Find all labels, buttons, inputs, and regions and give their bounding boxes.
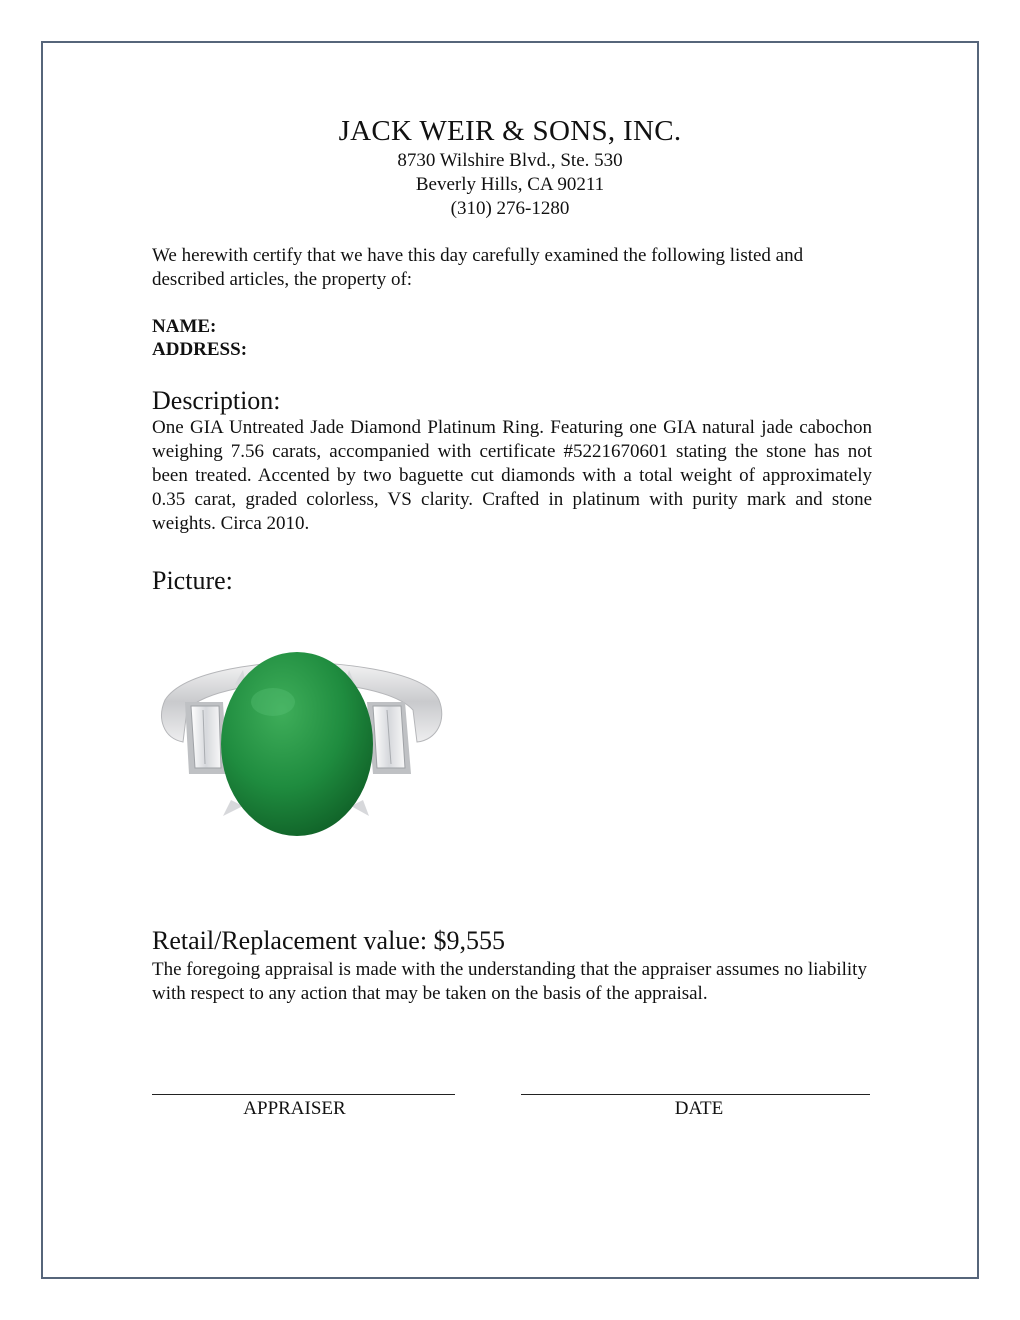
appraiser-signature-line[interactable] [152,1094,455,1095]
certification-statement: We herewith certify that we have this day carefully examined the following listed and described articles, the property of: [152,245,804,290]
disclaimer-text: The foregoing appraisal is made with the understanding that the appraiser assumes no liability with respect to any action that may be taken on the basis of the appraisal. [152,959,867,1004]
address-line-2: Beverly Hills, CA 90211 [415,174,605,195]
value-heading: Retail/Replacement value: $9,555 [152,926,506,955]
picture-heading: Picture: [152,566,233,595]
date-signature-line[interactable] [521,1094,870,1095]
date-label: DATE [674,1098,724,1119]
description-heading: Description: [152,386,281,415]
address-label: ADDRESS: [152,339,248,360]
jade-diamond-ring-image [155,640,447,840]
phone-number: (310) 276-1280 [450,198,570,219]
address-line-1: 8730 Wilshire Blvd., Ste. 530 [397,150,623,171]
name-label: NAME: [152,316,217,337]
company-name: JACK WEIR & SONS, INC. [338,115,682,147]
description-text: One GIA Untreated Jade Diamond Platinum Ring. Featuring one GIA natural jade cabochon weighing 7.56 carats, accompanied with certificate #5221670601 stating the stone has not been treated. Accented by two baguette cut diamonds with a total weight of approximately 0.35 carat, graded colorless, VS clarity. Crafted in platinum with purity mark and stone weights. Circa 2010. [152,417,872,534]
appraiser-label: APPRAISER [243,1098,346,1119]
letterhead [0,113,1020,221]
